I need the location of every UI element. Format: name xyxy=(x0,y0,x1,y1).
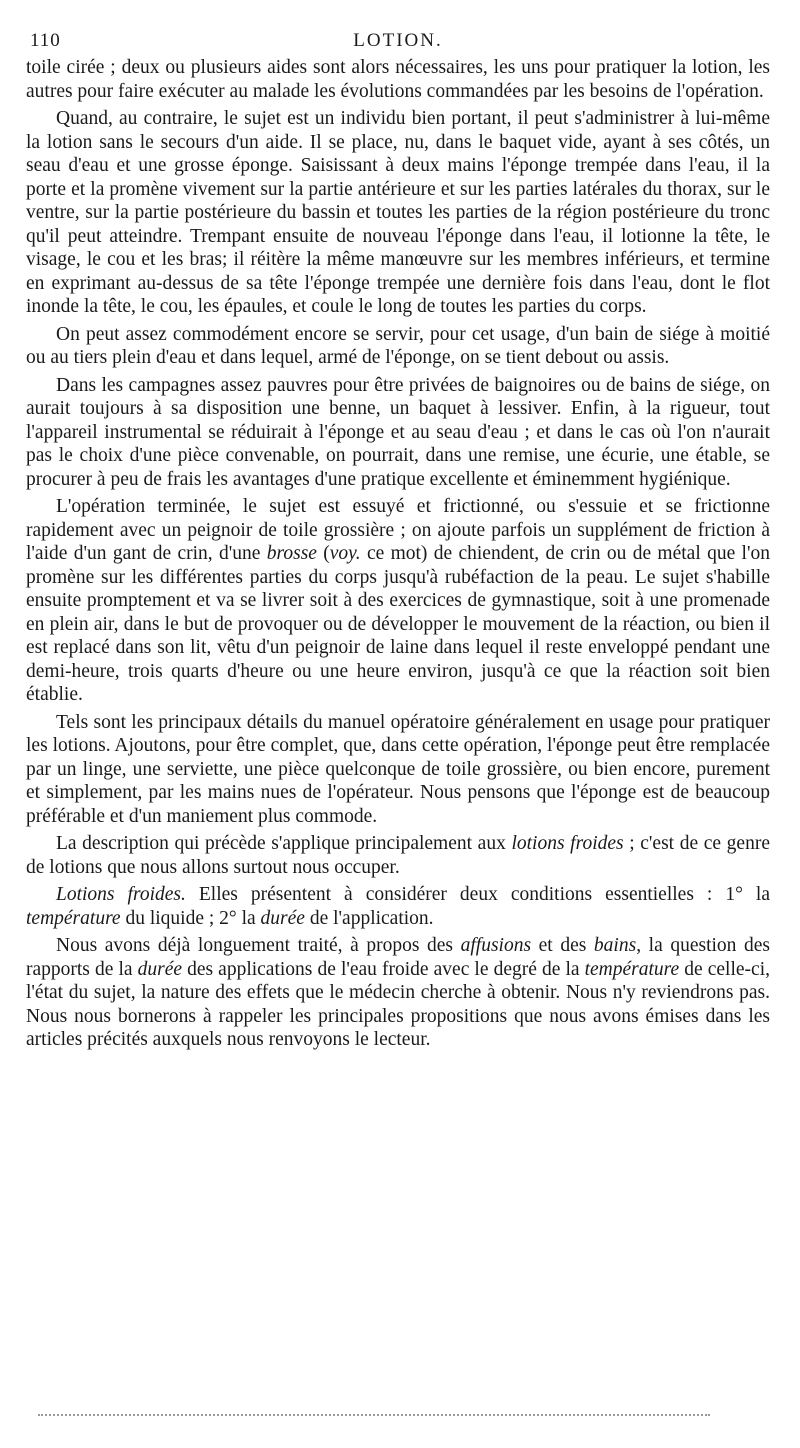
page-header xyxy=(26,26,770,56)
paragraph-affusions-bains: Nous avons déjà longuement traité, à propos des affusions et des bains, la question des rapports de la durée des applications de l'eau froide avec le degré de la température de celle-ci, l'état du sujet, la nature des effets que le médecin cherche à obtenir. Nous n'y reviendrons pas. Nous nous bornerons à rappeler les principales propositions que nous avons émises dans les articles précités auxquels nous renvoyons le lecteur. xyxy=(26,935,770,1050)
paragraph-lotions-froides: Lotions froides. Elles présentent à considérer deux conditions essentielles : 1° la température du liquide ; 2° la durée de l'application. xyxy=(26,884,770,929)
paragraph-bain-de-siege: On peut assez commodément encore se servir, pour cet usage, d'un bain de siége à moitié ou au tiers plein d'eau et dans lequel, armé de l'éponge, on se tient debout ou assis. xyxy=(26,323,770,368)
paragraph-principaux-details: Tels sont les principaux détails du manuel opératoire généralement en usage pour pratiquer les lotions. Ajoutons, pour être complet, que, dans cette opération, l'éponge peut être remplacée par un linge, une serviette, une pièce quelconque de toile grossière, ou bien encore, purement et simplement, par les mains nues de l'opérateur. Nous pensons que l'éponge est de beaucoup préférable et d'un maniement plus commode. xyxy=(26,711,770,827)
paragraph-self-administration: Quand, au contraire, le sujet est un individu bien portant, il peut s'administrer à lui-même la lotion sans le secours d'un aide. Il se place, nu, dans le baquet vide, ayant à ses côtés, un seau d'eau et une grosse éponge. Saisissant à deux mains l'éponge trempée dans l'eau, il la porte et la promène vivement sur la partie antérieure et sur les parties latérales du thorax, sur le ventre, sur la partie postérieure du bassin et toutes les parties de la région postérieure du tronc qu'il peut atteindre. Trempant ensuite de nouveau l'éponge dans l'eau, il lotionne la tête, le visage, le cou et les bras; il réitère la même manœuvre sur les membres inférieurs, et termine en exprimant au-dessus de sa tête l'éponge trempée une dernière fois dans l'eau, dont le flot inonde la tête, le cou, les épaules, et coule le long de toutes les parties du corps. xyxy=(26,108,770,317)
page-number: 110 xyxy=(30,30,61,51)
footer-dotted-rule xyxy=(38,1414,710,1416)
paragraph-campagnes: Dans les campagnes assez pauvres pour être privées de baignoires ou de bains de siége, on aurait toujours à sa disposition une benne, un baquet à lessiver. Enfin, à la rigueur, tout l'appareil instrumental se réduirait à l'éponge et au seau d'eau ; et dans le cas où l'on n'aurait pas le choix d'une pièce convenable, on pourrait, dans une remise, une écurie, une étable, se procurer à peu de frais les avantages d'une pratique excellente et éminemment hygiénique. xyxy=(26,374,770,490)
running-head: LOTION. xyxy=(353,30,443,51)
paragraph-description: La description qui précède s'applique principalement aux lotions froides ; c'est de ce genre de lotions que nous allons surtout nous occuper. xyxy=(26,833,770,878)
document-page xyxy=(26,26,770,1426)
body-text xyxy=(26,56,770,1052)
paragraph-continuation: toile cirée ; deux ou plusieurs aides sont alors nécessaires, les uns pour pratiquer la lotion, les autres pour faire exécuter au malade les évolutions commandées par les besoins de l'opération. xyxy=(26,57,770,102)
paragraph-operation-terminee: L'opération terminée, le sujet est essuyé et frictionné, ou s'essuie et se frictionne rapidement avec un peignoir de toile grossière ; on ajoute parfois un supplément de friction à l'aide d'un gant de crin, d'une brosse (voy. ce mot) de chiendent, de crin ou de métal que l'on promène sur les différentes parties du corps jusqu'à rubéfaction de la peau. Le sujet s'habille ensuite promptement et va se livrer soit à des exercices de gymnastique, soit à une promenade en plein air, dans le but de provoquer ou de développer le mouvement de la réaction, ou bien il est replacé dans son lit, vêtu d'un peignoir de laine dans lequel il reste enveloppé pendant une demi-heure, trois quarts d'heure ou une heure environ, jusqu'à ce que la réaction soit bien établie. xyxy=(26,496,770,705)
section-heading-lotions-froides: Lotions froides. xyxy=(56,884,186,905)
